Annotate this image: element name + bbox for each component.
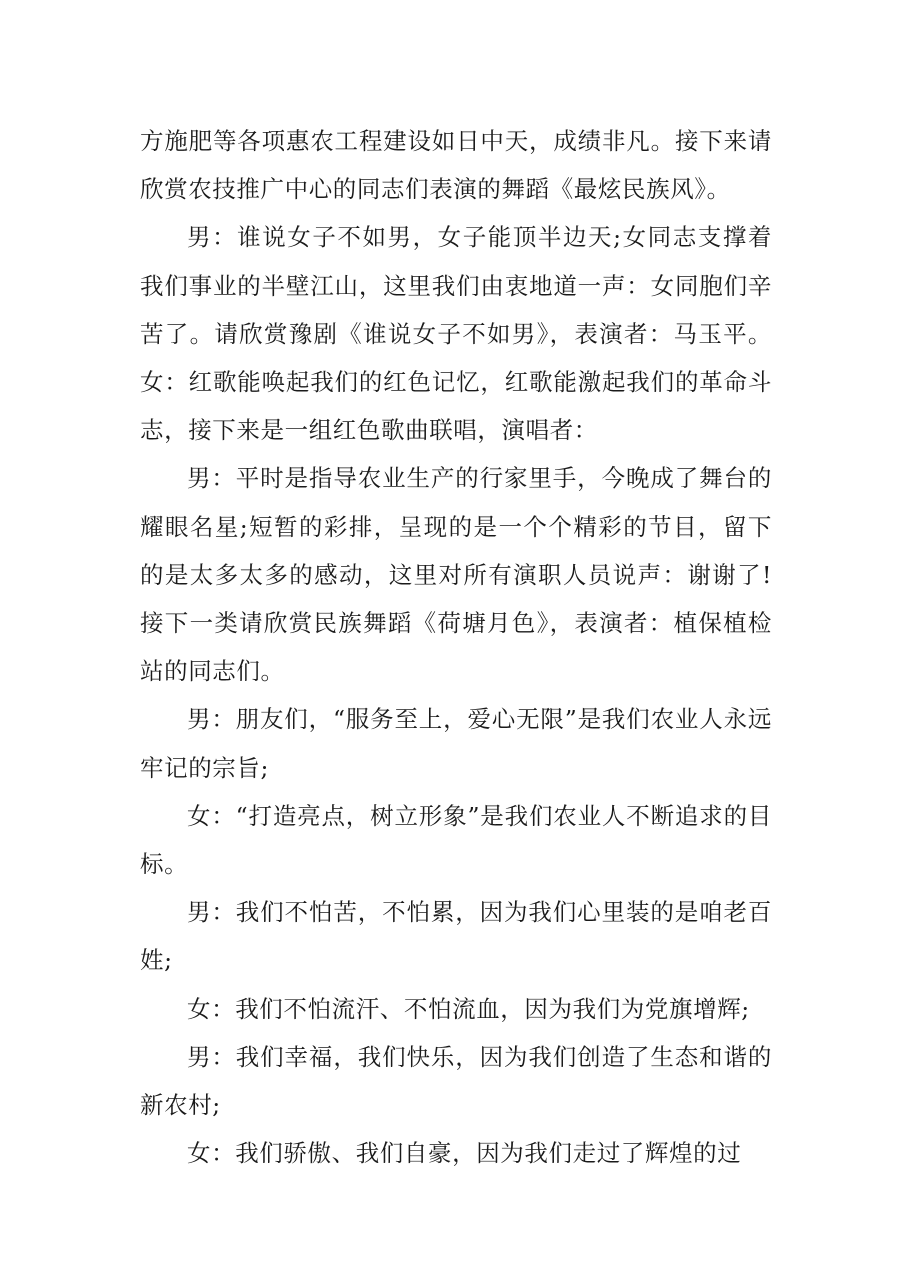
paragraph-2: 男：谁说女子不如男，女子能顶半边天;女同志支撑着我们事业的半壁江山，这里我们由衷地道一声：女同胞们辛苦了。请欣赏豫剧《谁说女子不如男》，表演者：马玉平。女：红歌能唤起我们的红色记忆，红歌能激起我们的革命斗志，接下来是一组红色歌曲联唱，演唱者： — [140, 223, 772, 445]
paragraph-8: 男：我们幸福，我们快乐，因为我们创造了生态和谐的新农村; — [140, 1042, 772, 1120]
paragraph-6: 男：我们不怕苦，不怕累，因为我们心里装的是咱老百姓; — [140, 898, 772, 975]
paragraph-9: 女：我们骄傲、我们自豪，因为我们走过了辉煌的过 — [187, 1139, 742, 1168]
document-body — [140, 117, 772, 1177]
paragraph-5: 女：“打造亮点，树立形象”是我们农业人不断追求的目标。 — [140, 801, 772, 879]
paragraph-1: 方施肥等各项惠农工程建设如日中天，成绩非凡。接下来请欣赏农技推广中心的同志们表演的舞蹈《最炫民族风》。 — [140, 127, 772, 204]
paragraph-7: 女：我们不怕流汗、不怕流血，因为我们为党旗增辉; — [187, 994, 750, 1023]
paragraph-4: 男：朋友们，“服务至上，爱心无限”是我们农业人永远牢记的宗旨; — [140, 705, 772, 782]
paragraph-3: 男：平时是指导农业生产的行家里手，今晚成了舞台的耀眼名星;短暂的彩排，呈现的是一个个精彩的节目，留下的是太多太多的感动，这里对所有演职人员说声：谢谢了!接下一类请欣赏民族舞蹈《荷塘月色》，表演者：植保植检站的同志们。 — [140, 464, 772, 686]
